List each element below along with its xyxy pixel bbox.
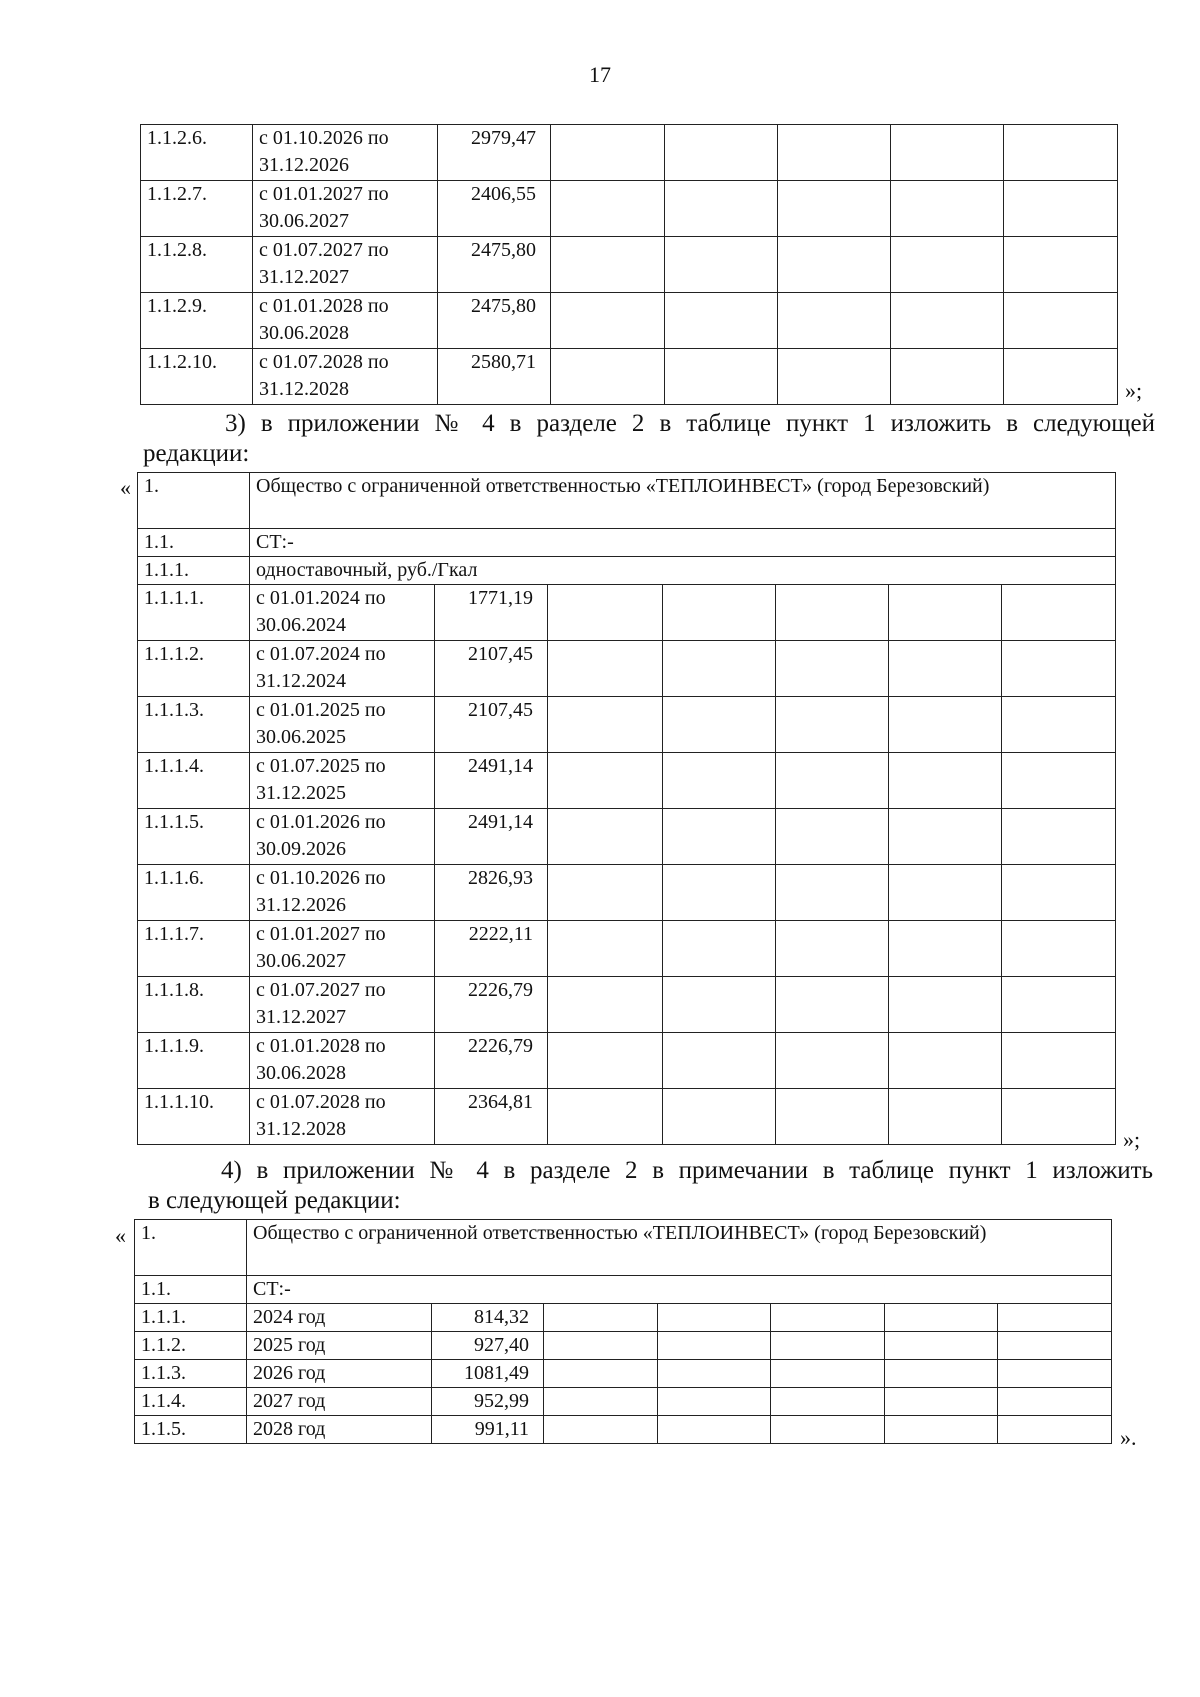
empty-cell [1004,125,1118,181]
organization-row [138,473,1116,529]
empty-cell [665,349,778,405]
empty-cell [885,1360,998,1388]
row-code: 1.1.1.3. [138,697,250,753]
empty-cell [998,1416,1112,1444]
period-start: с 01.01.2027 по [256,923,386,945]
empty-cell [548,641,663,697]
empty-cell [663,1033,776,1089]
row-code: 1.1.1.9. [138,1033,250,1089]
year-value: 952,99 [432,1388,544,1416]
year-row [135,1332,1112,1360]
empty-cell [889,1033,1002,1089]
period-end: 31.12.2027 [259,266,349,288]
item-4-text-continued: в следующей редакции: [148,1187,401,1214]
empty-cell [889,641,1002,697]
empty-cell [776,641,889,697]
period-cell [250,1089,435,1145]
empty-cell [548,1089,663,1145]
empty-cell [663,753,776,809]
empty-cell [665,237,778,293]
tariff-value: 2406,55 [438,181,551,237]
period-cell [253,181,438,237]
year-value: 991,11 [432,1416,544,1444]
tariff-row [138,697,1116,753]
opening-quote: « [120,475,131,500]
empty-cell [1002,809,1116,865]
period-end: 30.09.2026 [256,838,346,860]
period-start: с 01.10.2026 по [259,127,389,149]
empty-cell [663,1089,776,1145]
empty-cell [771,1304,885,1332]
row-code: 1.1.2.7. [141,181,253,237]
year-row [135,1360,1112,1388]
period-start: с 01.07.2027 по [256,979,386,1001]
empty-cell [1002,641,1116,697]
page-number: 17 [589,62,611,87]
tariff-row [141,237,1118,293]
period-cell [250,809,435,865]
empty-cell [544,1388,658,1416]
empty-cell [776,977,889,1033]
period-cell [253,237,438,293]
empty-cell [885,1332,998,1360]
empty-cell [663,865,776,921]
year-value: 814,32 [432,1304,544,1332]
empty-cell [551,237,665,293]
period-end: 31.12.2025 [256,782,346,804]
empty-cell [776,1033,889,1089]
tariff-row [138,1089,1116,1145]
empty-cell [663,697,776,753]
empty-cell [1002,977,1116,1033]
tariff-row [138,585,1116,641]
empty-cell [663,809,776,865]
period-cell [250,641,435,697]
period-start: с 01.01.2028 по [259,295,389,317]
empty-cell [1002,865,1116,921]
period-end: 30.06.2028 [256,1062,346,1084]
empty-cell [1002,921,1116,977]
year-row [135,1416,1112,1444]
tariff-value: 2580,71 [438,349,551,405]
empty-cell [548,585,663,641]
empty-cell [665,293,778,349]
empty-cell [663,585,776,641]
period-start: с 01.07.2024 по [256,643,386,665]
empty-cell [778,293,891,349]
period-cell [250,585,435,641]
tariff-row [138,865,1116,921]
period-end: 31.12.2026 [259,154,349,176]
empty-cell [658,1360,771,1388]
closing-quote: »; [1125,378,1143,403]
empty-cell [548,921,663,977]
year-label: 2028 год [247,1416,432,1444]
organization-row [135,1220,1112,1276]
period-cell [253,349,438,405]
empty-cell [1002,585,1116,641]
empty-cell [776,921,889,977]
period-cell [253,125,438,181]
row-code: 1.1. [135,1276,247,1304]
empty-cell [658,1416,771,1444]
empty-cell [771,1416,885,1444]
empty-cell [771,1360,885,1388]
tariff-row [138,809,1116,865]
row-code: 1. [138,473,250,529]
period-end: 30.06.2024 [256,614,346,636]
tariff-row [141,349,1118,405]
empty-cell [548,977,663,1033]
year-row [135,1388,1112,1416]
period-cell [250,753,435,809]
empty-cell [891,237,1004,293]
year-label: 2026 год [247,1360,432,1388]
organization-name: Общество с ограниченной ответственностью «ТЕПЛОИНВЕСТ» (город Березовский) [250,473,1116,529]
empty-cell [776,809,889,865]
empty-cell [889,977,1002,1033]
period-cell [250,1033,435,1089]
period-start: с 01.10.2026 по [256,867,386,889]
row-code: 1.1.3. [135,1360,247,1388]
tariff-value: 2107,45 [435,641,548,697]
row-code: 1.1.1.1. [138,585,250,641]
opening-quote: « [115,1223,126,1248]
empty-cell [544,1416,658,1444]
tariff-row [141,125,1118,181]
empty-cell [1002,753,1116,809]
empty-cell [1002,697,1116,753]
period-start: с 01.01.2028 по [256,1035,386,1057]
rate-type-row [138,557,1116,585]
year-value: 927,40 [432,1332,544,1360]
empty-cell [889,697,1002,753]
empty-cell [776,865,889,921]
period-start: с 01.01.2027 по [259,183,389,205]
item-3-text: 3) в приложении № 4 в разделе 2 в таблице пункт 1 изложить в следующей [225,410,1155,437]
empty-cell [998,1360,1112,1388]
period-end: 31.12.2024 [256,670,346,692]
row-code: 1.1.2.9. [141,293,253,349]
empty-cell [548,697,663,753]
tariff-row [138,977,1116,1033]
tariff-value: 2979,47 [438,125,551,181]
tariff-value: 1771,19 [435,585,548,641]
empty-cell [1002,1033,1116,1089]
row-code: 1.1.2.6. [141,125,253,181]
empty-cell [551,125,665,181]
note-table [134,1219,1112,1444]
tariff-value: 2226,79 [435,977,548,1033]
period-start: с 01.01.2025 по [256,699,386,721]
tariff-row [138,753,1116,809]
tariff-row [138,921,1116,977]
empty-cell [889,585,1002,641]
tariff-value: 2364,81 [435,1089,548,1145]
tariff-row [138,641,1116,697]
empty-cell [548,753,663,809]
empty-cell [776,1089,889,1145]
period-cell [253,293,438,349]
empty-cell [1004,181,1118,237]
empty-cell [548,865,663,921]
tariff-value: 2475,80 [438,293,551,349]
row-code: 1.1.1.6. [138,865,250,921]
empty-cell [544,1332,658,1360]
empty-cell [658,1388,771,1416]
year-label: 2024 год [247,1304,432,1332]
category-row [135,1276,1112,1304]
empty-cell [665,181,778,237]
row-code: 1.1.1. [135,1304,247,1332]
empty-cell [776,753,889,809]
row-code: 1.1.2.10. [141,349,253,405]
empty-cell [1002,1089,1116,1145]
period-end: 31.12.2028 [256,1118,346,1140]
tariff-value: 2826,93 [435,865,548,921]
period-end: 30.06.2027 [259,210,349,232]
empty-cell [885,1416,998,1444]
closing-quote: ». [1120,1425,1137,1450]
period-start: с 01.07.2028 по [256,1091,386,1113]
period-end: 31.12.2026 [256,894,346,916]
tariff-value: 2107,45 [435,697,548,753]
empty-cell [1004,293,1118,349]
row-code: 1.1.1.10. [138,1089,250,1145]
period-end: 30.06.2025 [256,726,346,748]
item-3-text-continued: редакции: [143,440,250,467]
empty-cell [778,181,891,237]
empty-cell [998,1388,1112,1416]
tariff-row [141,293,1118,349]
year-label: 2025 год [247,1332,432,1360]
empty-cell [665,125,778,181]
empty-cell [551,293,665,349]
empty-cell [1004,237,1118,293]
empty-cell [889,921,1002,977]
empty-cell [889,1089,1002,1145]
row-code: 1.1.2.8. [141,237,253,293]
period-end: 31.12.2027 [256,1006,346,1028]
row-code: 1.1.1.5. [138,809,250,865]
row-code: 1.1.1.4. [138,753,250,809]
row-code: 1. [135,1220,247,1276]
empty-cell [889,809,1002,865]
empty-cell [663,977,776,1033]
closing-quote: »; [1123,1127,1141,1152]
tariff-value: 2222,11 [435,921,548,977]
period-start: с 01.07.2028 по [259,351,389,373]
empty-cell [891,181,1004,237]
tariff-row [138,1033,1116,1089]
empty-cell [658,1304,771,1332]
category-row [138,529,1116,557]
empty-cell [776,697,889,753]
tariff-value: 2226,79 [435,1033,548,1089]
empty-cell [544,1304,658,1332]
empty-cell [778,125,891,181]
row-code: 1.1.1.2. [138,641,250,697]
period-start: с 01.07.2025 по [256,755,386,777]
period-start: с 01.07.2027 по [259,239,389,261]
tariff-value: 2491,14 [435,753,548,809]
empty-cell [658,1332,771,1360]
empty-cell [771,1388,885,1416]
year-label: 2027 год [247,1388,432,1416]
empty-cell [891,125,1004,181]
row-code: 1.1.2. [135,1332,247,1360]
tariff-row [141,181,1118,237]
period-cell [250,865,435,921]
empty-cell [551,349,665,405]
year-value: 1081,49 [432,1360,544,1388]
empty-cell [778,349,891,405]
category-label: СТ:- [247,1276,1112,1304]
empty-cell [889,753,1002,809]
period-end: 30.06.2028 [259,322,349,344]
tariff-table [137,472,1116,1145]
period-end: 31.12.2028 [259,378,349,400]
row-code: 1.1.1.8. [138,977,250,1033]
empty-cell [891,349,1004,405]
empty-cell [548,809,663,865]
empty-cell [1004,349,1118,405]
empty-cell [544,1360,658,1388]
empty-cell [776,585,889,641]
row-code: 1.1.1.7. [138,921,250,977]
empty-cell [885,1304,998,1332]
period-end: 30.06.2027 [256,950,346,972]
row-code: 1.1.4. [135,1388,247,1416]
empty-cell [885,1388,998,1416]
empty-cell [663,921,776,977]
empty-cell [891,293,1004,349]
period-cell [250,977,435,1033]
empty-cell [663,641,776,697]
category-label: СТ:- [250,529,1116,557]
period-start: с 01.01.2024 по [256,587,386,609]
empty-cell [889,865,1002,921]
row-code: 1.1.1. [138,557,250,585]
tariff-table-continuation [140,124,1118,405]
empty-cell [778,237,891,293]
tariff-value: 2475,80 [438,237,551,293]
empty-cell [771,1332,885,1360]
period-cell [250,697,435,753]
empty-cell [551,181,665,237]
empty-cell [998,1332,1112,1360]
tariff-value: 2491,14 [435,809,548,865]
item-4-text: 4) в приложении № 4 в разделе 2 в примечании в таблице пункт 1 изложить [221,1157,1153,1184]
period-cell [250,921,435,977]
row-code: 1.1.5. [135,1416,247,1444]
year-row [135,1304,1112,1332]
organization-name: Общество с ограниченной ответственностью «ТЕПЛОИНВЕСТ» (город Березовский) [247,1220,1112,1276]
empty-cell [548,1033,663,1089]
empty-cell [998,1304,1112,1332]
period-start: с 01.01.2026 по [256,811,386,833]
row-code: 1.1. [138,529,250,557]
rate-type-label: одноставочный, руб./Гкал [250,557,1116,585]
